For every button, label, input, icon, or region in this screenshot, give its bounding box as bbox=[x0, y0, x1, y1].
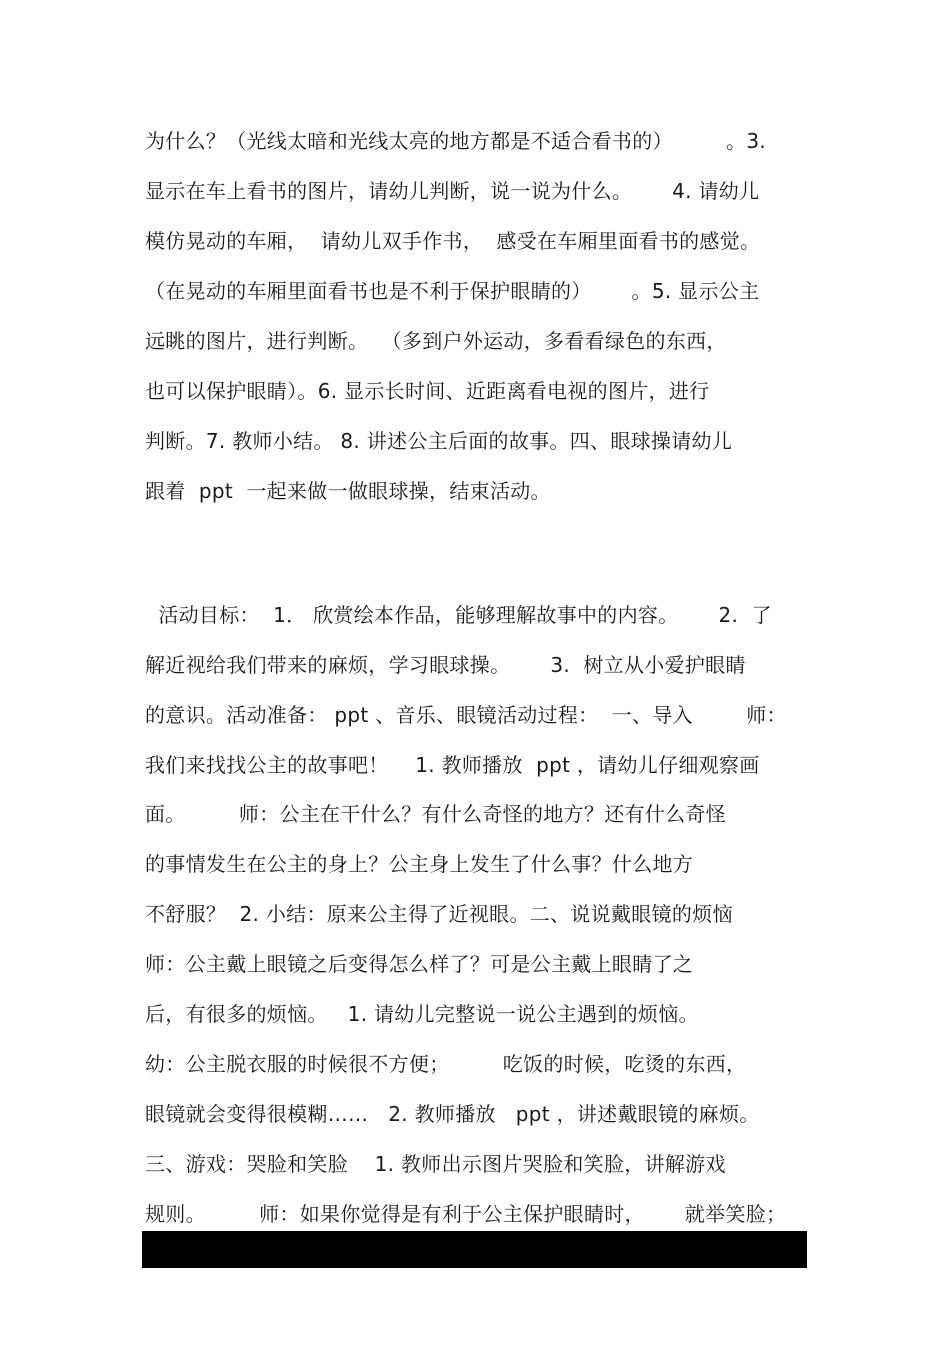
text-line: 模仿晃动的车厢， 请幼儿双手作书， 感受在车厢里面看书的感觉。 bbox=[145, 229, 761, 253]
redaction-bar bbox=[142, 1231, 807, 1268]
text-line: 规则。 师：如果你觉得是有利于公主保护眼睛时， 就举笑脸； bbox=[145, 1202, 787, 1226]
text-line: 我们来找找公主的故事吧！ 1. 教师播放 ppt ，请幼儿仔细观察画 bbox=[145, 753, 760, 777]
text-line: 显示在车上看书的图片，请幼儿判断，说一说为什么。 4. 请幼儿 bbox=[145, 179, 760, 203]
text-line: 眼镜就会变得很模糊…… 2. 教师播放 ppt ，讲述戴眼镜的麻烦。 bbox=[145, 1102, 760, 1126]
text-line: 幼：公主脱衣服的时候很不方便； 吃饭的时候，吃烫的东西， bbox=[145, 1052, 747, 1076]
text-line: 活动目标： 1． 欣赏绘本作品，能够理解故事中的内容。 2. 了 bbox=[145, 603, 772, 627]
text-line: （在晃动的车厢里面看书也是不利于保护眼睛的） 。5. 显示公主 bbox=[145, 279, 760, 303]
text-line: 跟着 ppt 一起来做一做眼球操，结束活动。 bbox=[145, 479, 551, 503]
text-line: 师：公主戴上眼镜之后变得怎么样了？可是公主戴上眼睛了之 bbox=[145, 952, 694, 976]
text-line: 判断。7. 教师小结。 8. 讲述公主后面的故事。四、眼球操请幼儿 bbox=[145, 429, 733, 453]
text-line: 解近视给我们带来的麻烦，学习眼球操。 3. 树立从小爱护眼睛 bbox=[145, 653, 746, 677]
text-line: 面。 师：公主在干什么？有什么奇怪的地方？还有什么奇怪 bbox=[145, 802, 727, 826]
text-line: 三、游戏：哭脸和笑脸 1. 教师出示图片哭脸和笑脸，讲解游戏 bbox=[145, 1152, 726, 1176]
text-line: 的事情发生在公主的身上？公主身上发生了什么事？什么地方 bbox=[145, 852, 694, 876]
text-line: 为什么？（光线太暗和光线太亮的地方都是不适合看书的） 。3. bbox=[145, 129, 767, 153]
text-line: 不舒服？ 2. 小结：原来公主得了近视眼。二、说说戴眼镜的烦恼 bbox=[145, 902, 733, 926]
text-line: 后，有很多的烦恼。 1. 请幼儿完整说一说公主遇到的烦恼。 bbox=[145, 1002, 699, 1026]
text-line: 也可以保护眼睛）。6. 显示长时间、近距离看电视的图片，进行 bbox=[145, 379, 710, 403]
text-line: 的意识。活动准备： ppt 、音乐、眼镜活动过程： 一、导入 师： bbox=[145, 703, 787, 727]
text-line: 远眺的图片，进行判断。 （多到户外运动，多看看绿色的东西， bbox=[145, 329, 727, 353]
